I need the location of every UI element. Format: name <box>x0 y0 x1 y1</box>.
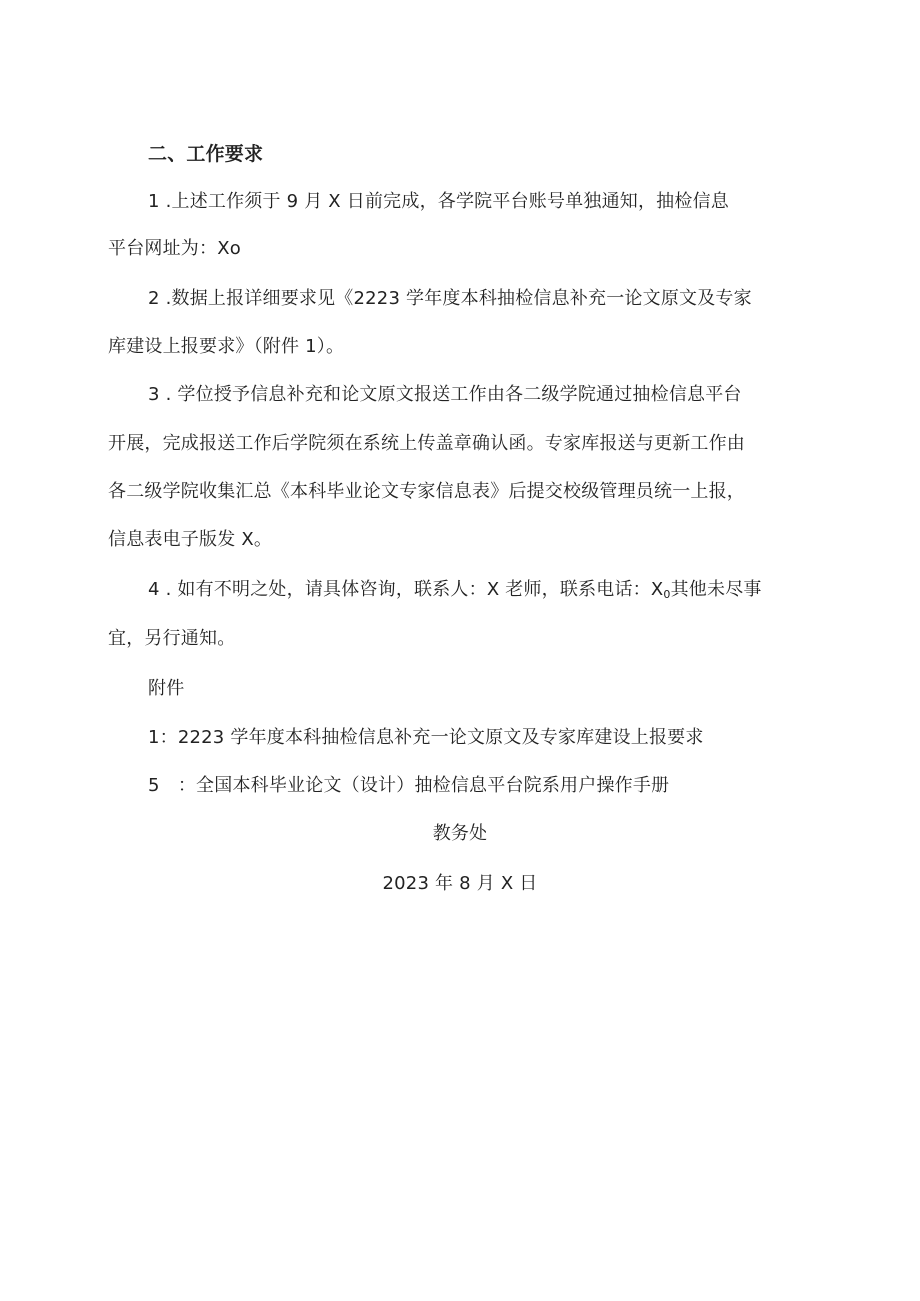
item-1-line-2: 平台网址为：Xo <box>108 238 241 259</box>
item-2-line-2: 库建设上报要求》（附件 1）。 <box>108 336 345 357</box>
item-4-line-1 <box>148 578 762 602</box>
attachment-label: 附件 <box>148 678 185 699</box>
item-3-line-4: 信息表电子版发 X。 <box>108 529 273 550</box>
item-3-line-2: 开展，完成报送工作后学院须在系统上传盖章确认函。专家库报送与更新工作由 <box>108 433 745 454</box>
attachment-1: 1：2223 学年度本科抽检信息补充一论文原文及专家库建设上报要求 <box>148 727 704 748</box>
item-4-text-b: 其他未尽事 <box>670 579 762 600</box>
item-3-line-3: 各二级学院收集汇总《本科毕业论文专家信息表》后提交校级管理员统一上报， <box>108 481 745 502</box>
item-1-line-1: 1 .上述工作须于 9 月 X 日前完成，各学院平台账号单独通知，抽检信息 <box>148 191 729 212</box>
item-3-line-1: 3 . 学位授予信息补充和论文原文报送工作由各二级学院通过抽检信息平台 <box>148 384 742 405</box>
item-4-subscript: 0 <box>663 588 671 601</box>
section-heading: 二、工作要求 <box>148 143 264 165</box>
attachment-2: 5 ：全国本科毕业论文（设计）抽检信息平台院系用户操作手册 <box>148 775 670 796</box>
item-4-line-2: 宜，另行通知。 <box>108 628 236 649</box>
document-date: 2023 年 8 月 X 日 <box>382 873 538 894</box>
item-2-line-1: 2 .数据上报详细要求见《2223 学年度本科抽检信息补充一论文原文及专家 <box>148 288 752 309</box>
signature: 教务处 <box>432 823 488 844</box>
item-4-text-a: 4 . 如有不明之处，请具体咨询，联系人：X 老师，联系电话：X <box>148 579 664 600</box>
